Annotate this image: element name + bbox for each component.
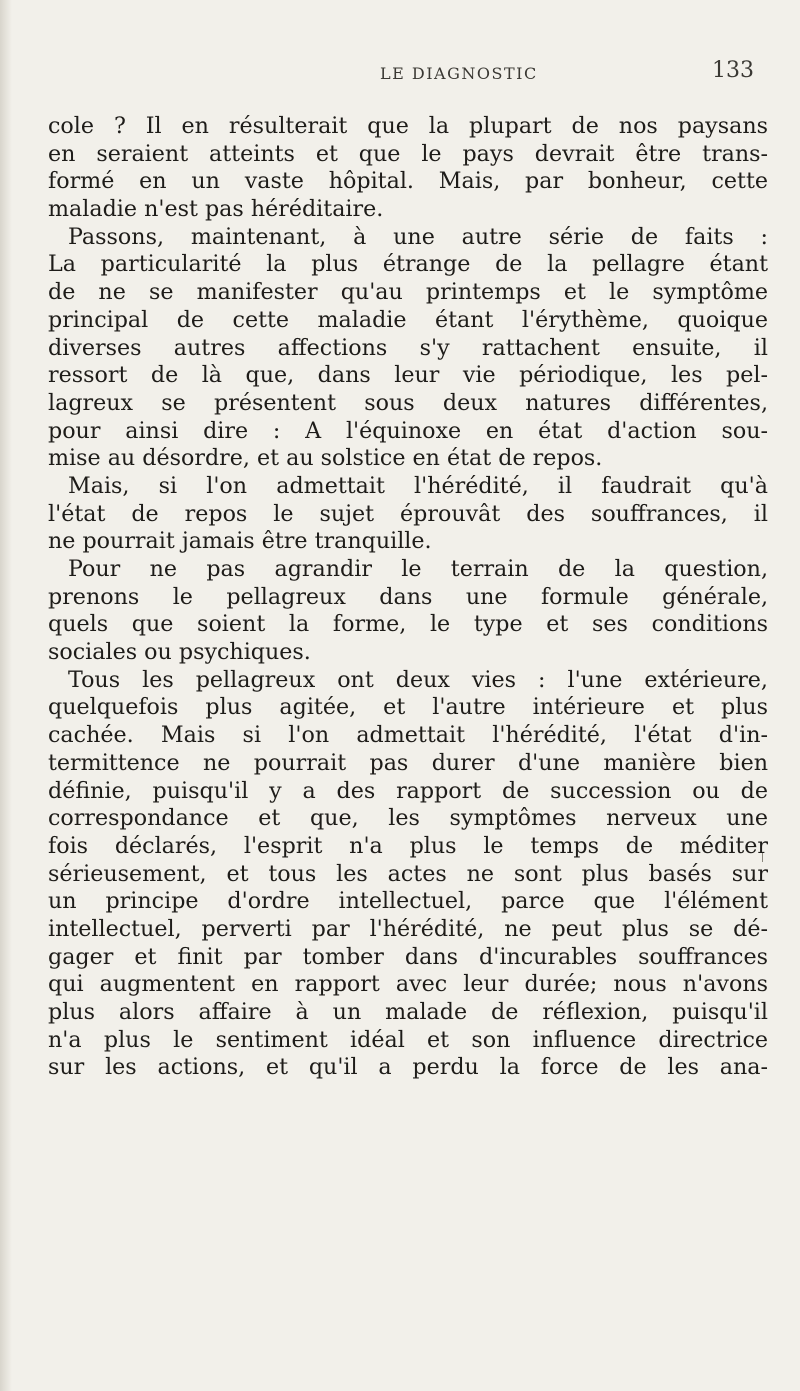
text-line: fois déclarés, l'esprit n'a plus le temps de méditer — [48, 832, 768, 859]
text-line: n'a plus le sentiment idéal et son influence directrice — [48, 1026, 768, 1053]
text-line: maladie n'est pas héréditaire. — [48, 196, 384, 223]
page-number: 133 — [712, 58, 754, 83]
text-line: gager et finit par tomber dans d'incurables souffrances — [48, 943, 768, 970]
text-line: diverses autres affections s'y rattachent ensuite, il — [48, 334, 768, 361]
text-line: en seraient atteints et que le pays devrait être trans- — [48, 140, 768, 167]
text-line: définie, puisqu'il y a des rapport de succession ou de — [48, 777, 768, 804]
text-line: Tous les pellagreux ont deux vies : l'une extérieure, — [68, 666, 768, 693]
text-line: ressort de là que, dans leur vie périodique, les pel- — [48, 362, 768, 389]
text-line: cachée. Mais si l'on admettait l'hérédité, l'état d'in- — [48, 722, 768, 749]
text-line: Passons, maintenant, à une autre série de faits : — [68, 223, 768, 250]
text-line: mise au désordre, et au solstice en état de repos. — [48, 445, 603, 472]
text-line: sociales ou psychiques. — [48, 639, 311, 666]
text-line: sur les actions, et qu'il a perdu la force de les ana- — [48, 1054, 768, 1081]
text-line: quelquefois plus agitée, et l'autre intérieure et plus — [48, 694, 768, 721]
text-line: de ne se manifester qu'au printemps et le symptôme — [48, 279, 768, 306]
text-line: quels que soient la forme, le type et ses conditions — [48, 611, 768, 638]
text-line: prenons le pellagreux dans une formule générale, — [48, 583, 768, 610]
text-line: sérieusement, et tous les actes ne sont plus basés sur — [48, 860, 768, 887]
text-line: Pour ne pas agrandir le terrain de la question, — [68, 556, 768, 582]
text-line: l'état de repos le sujet éprouvât des souffrances, il — [48, 500, 768, 527]
text-line: principal de cette maladie étant l'érythème, quoique — [48, 306, 768, 333]
text-line: correspondance et que, les symptômes nerveux une — [48, 805, 768, 832]
page-edge-shadow — [0, 0, 12, 1391]
text-line: La particularité la plus étrange de la pellagre étant — [48, 251, 768, 278]
text-line: un principe d'ordre intellectuel, parce que l'élément — [48, 888, 768, 915]
text-line: lagreux se présentent sous deux natures différentes, — [48, 389, 768, 416]
text-line: pour ainsi dire : A l'équinoxe en état d'action sou- — [48, 417, 768, 444]
text-line: Mais, si l'on admettait l'hérédité, il faudrait qu'à — [68, 472, 768, 499]
text-line: intellectuel, perverti par l'hérédité, ne peut plus se dé- — [48, 915, 768, 942]
text-line: ne pourrait jamais être tranquille. — [48, 528, 432, 555]
text-line: formé en un vaste hôpital. Mais, par bonheur, cette — [48, 168, 768, 195]
running-title: LE DIAGNOSTIC — [380, 64, 538, 83]
text-line: termittence ne pourrait pas durer d'une manière bien — [48, 749, 768, 776]
text-line: cole ? Il en résulterait que la plupart de nos paysans — [48, 113, 768, 139]
text-line: plus alors affaire à un malade de réflexion, puisqu'il — [48, 999, 768, 1025]
text-line: qui augmentent en rapport avec leur durée; nous n'avons — [48, 971, 768, 998]
running-header — [0, 44, 800, 84]
body-text — [48, 113, 768, 1082]
